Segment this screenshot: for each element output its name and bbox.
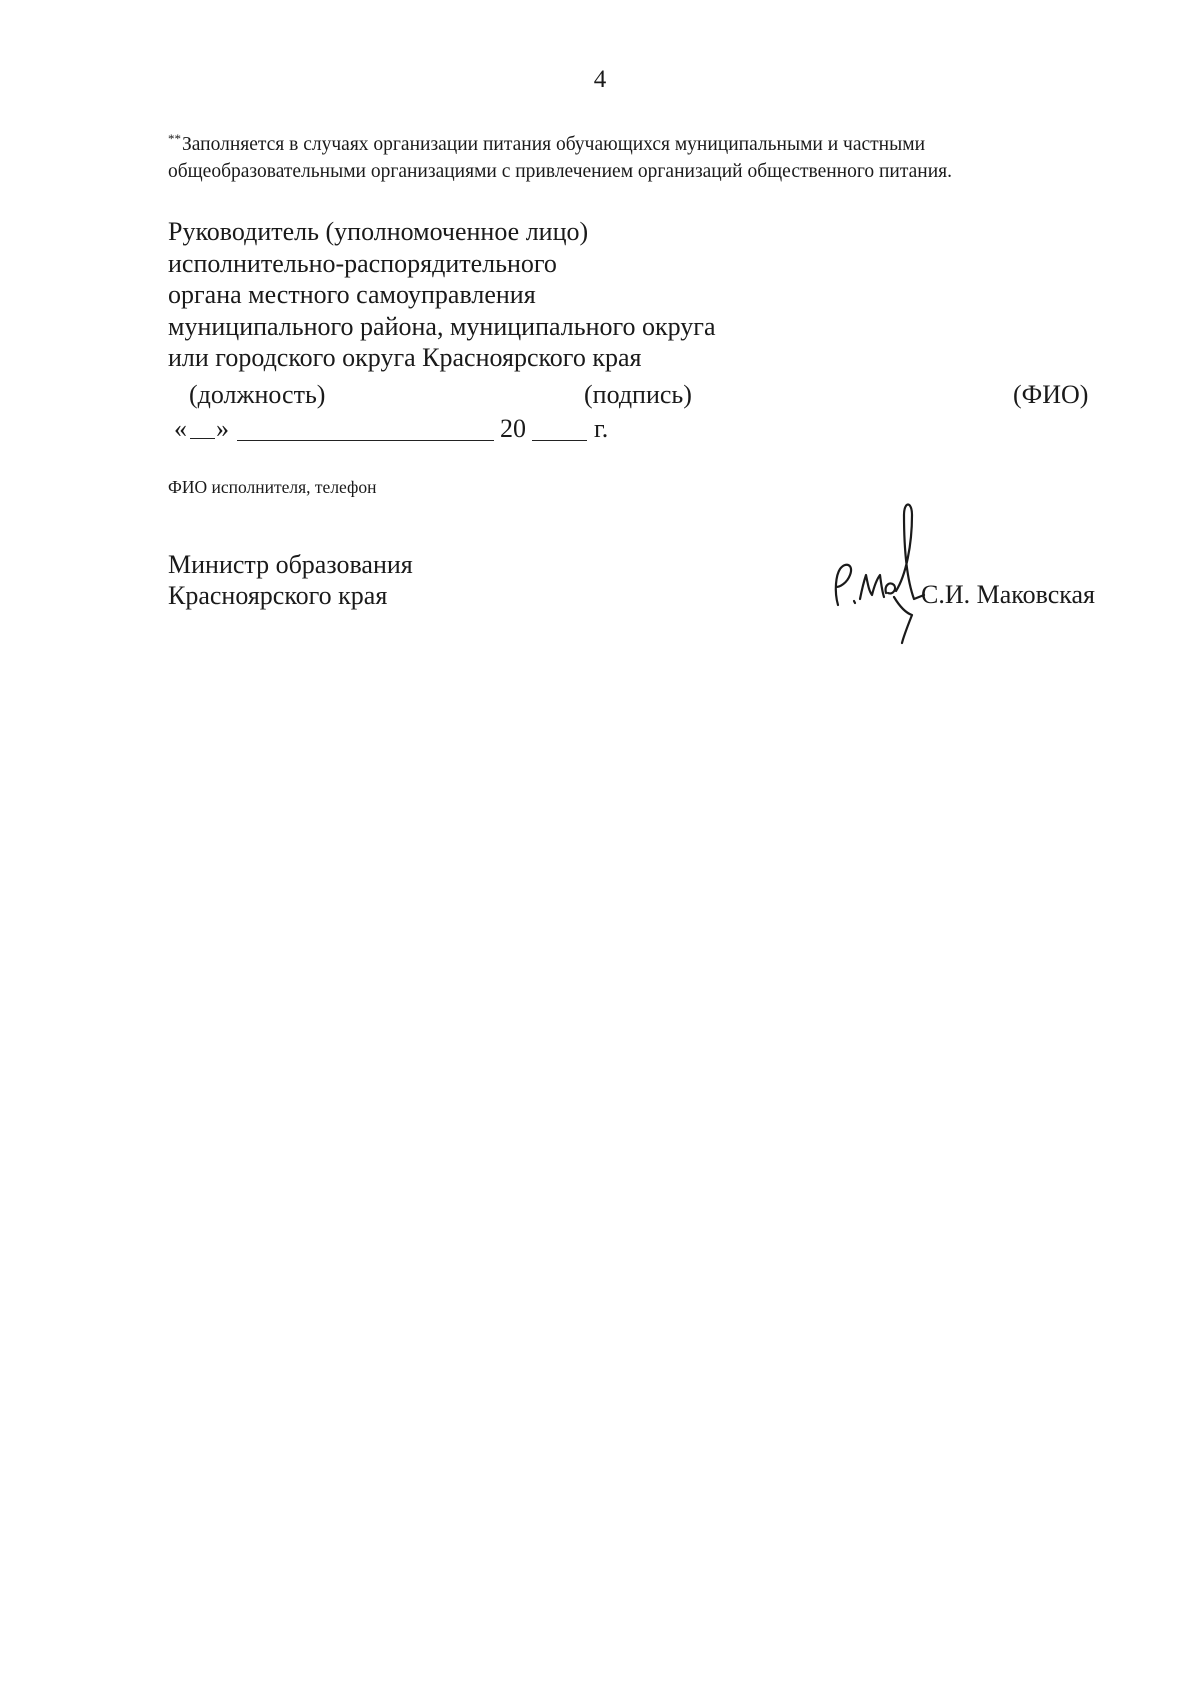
signatory-title-line-2: исполнительно-распорядительного xyxy=(168,248,557,278)
signatory-title-line-5: или городского округа Красноярского края xyxy=(168,343,642,372)
footnote-text-1: Заполняется в случаях организации питания обучающихся муниципальными и частными xyxy=(182,134,925,155)
date-year-blank xyxy=(532,440,587,441)
footnote-line-1 xyxy=(168,131,952,158)
footnote-line-2: общеобразовательными организациями с привлечением организаций общественного питания. xyxy=(168,161,952,182)
executor-label: ФИО исполнителя, телефон xyxy=(168,477,377,497)
minister-title xyxy=(168,549,413,611)
fio-caption: (ФИО) xyxy=(1013,380,1089,409)
date-close-quote: » xyxy=(216,414,229,443)
signatory-title xyxy=(168,216,716,374)
signatory-title-line-1: Руководитель (уполномоченное лицо) xyxy=(168,217,589,246)
date-year-prefix: 20 xyxy=(500,414,526,443)
signature-stroke-initial xyxy=(836,565,851,605)
date-open-quote: « xyxy=(174,414,187,443)
signature-stroke-loop xyxy=(896,505,924,600)
page-number: 4 xyxy=(593,66,607,93)
signatory-title-line-4: муниципального района, муниципального округа xyxy=(168,311,716,341)
handwritten-signature xyxy=(820,495,930,645)
signature-stroke-o xyxy=(886,583,895,593)
signature-stroke-m xyxy=(860,575,884,599)
date-month-blank xyxy=(237,440,494,441)
date-suffix: г. xyxy=(594,414,609,443)
position-caption: (должность) xyxy=(189,380,326,409)
minister-title-line-2: Красноярского края xyxy=(168,581,388,610)
minister-name: С.И. Маковская xyxy=(921,580,1095,609)
signatory-title-line-3: органа местного самоуправления xyxy=(168,280,536,309)
signature-stroke-tail xyxy=(894,597,912,643)
signature-stroke-dot xyxy=(854,601,855,603)
minister-title-line-1: Министр образования xyxy=(168,550,413,579)
signature-caption: (подпись) xyxy=(584,380,692,409)
date-day-blank xyxy=(190,438,215,439)
footnote xyxy=(168,131,952,185)
footnote-marker: ** xyxy=(168,131,181,146)
